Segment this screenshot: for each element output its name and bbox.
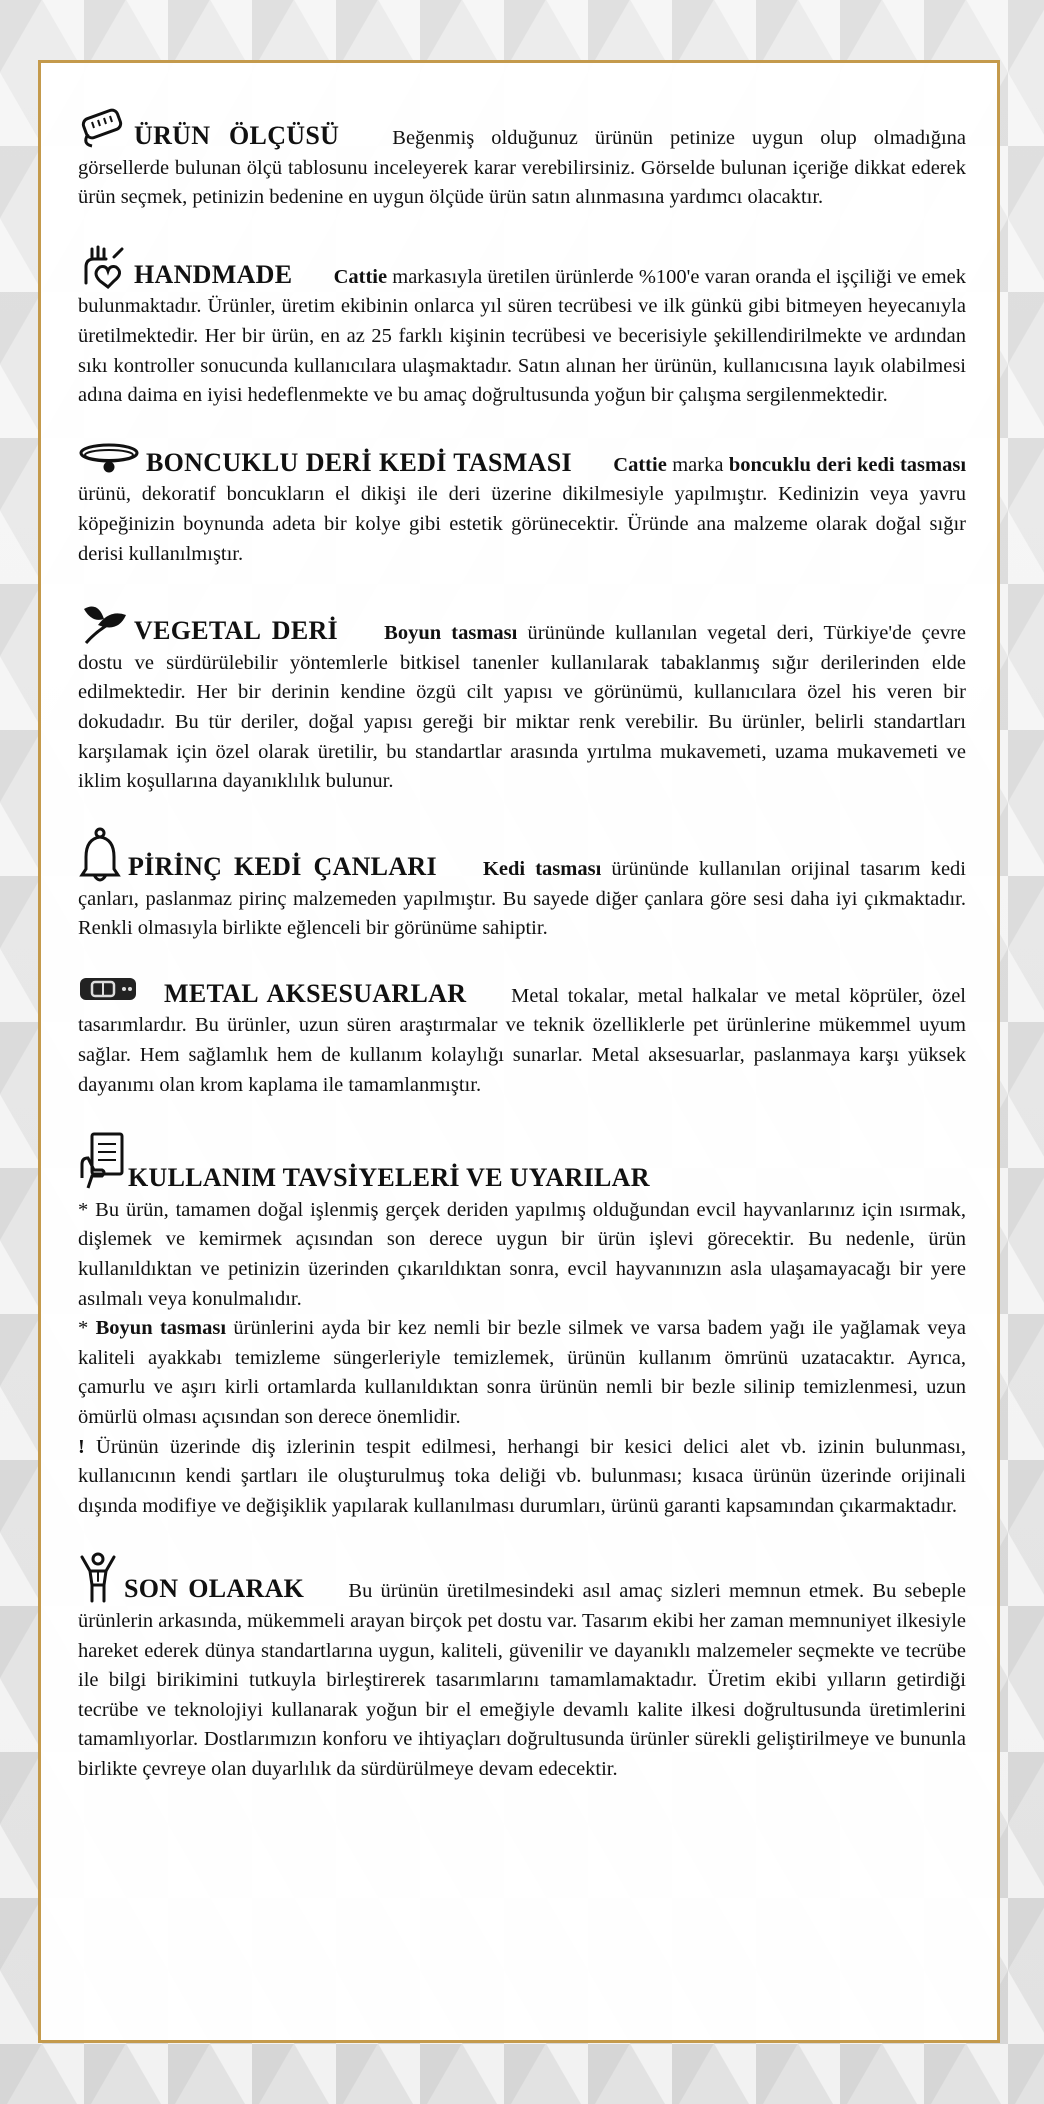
text-beaded-collar-a: marka [672,453,724,476]
text-handmade: markasıyla üretilen ürünlerde %100'e varan oranda el işçiliği ve emek bulunmaktadır. Ürünler, üretim ekibinin onlarca yıl süren tecrübesi ve ilk günkü gibi bitmeyen heyecanıyla üretilmektedir. Her bir ürün, en az 25 farklı kişinin tecrübesi ve becerisiyle şekillendirilmekte ve ardından sıkı kontroller sonucunda kullanıcılara ulaşmaktadır. Satın alınan her ürünün, kullanıcısına layık olabilmesi adına daima en iyisi hedeflenmekte ve bu amaç doğrultusunda yoğun bir çalışma sergilenmektedir. [78,265,967,407]
section-vegetal-leather [78,599,966,797]
heading-handmade: HANDMADE [134,259,293,289]
tape-measure-icon [78,104,128,150]
leaf-icon [78,599,128,645]
text-vegetal-leather: ürününde kullanılan vegetal deri, Türkiye'de çevre dostu ve sürdürülebilir yöntemlerle bitkisel tanenler kullanılarak tabaklanmış sığır derilerinden elde edilmektedir. Her bir derinin kendine özgü cilt yapısı ve görünümü, kullanıcılara özel his veren bir dokudadır. Bu tür deriler, doğal yapısı gereği bir miktar renk verebilir. Bu ürünler, belirli standartları karşılamak için özel olarak üretilir, bu standartlar arasında yırtılma mukavemeti, uzama mukavemeti ve iklim koşullarına dayanıklılık bulunur. [78,622,966,793]
section-product-size [78,104,966,213]
warning-star: * [78,1317,89,1340]
text-product-size: Beğenmiş olduğunuz ürünün petinize uygun olup olmadığına görsellerde bulunan ölçü tablosunu inceleyerek karar verebilirsiniz. Görselde bulunan içeriğe dikkat ederek ürün seçmek, petinizin bedenine en uygun ölçüde ürün satın alınmasına yardımcı olacaktır. [78,127,967,209]
heading-vegetal-leather: VEGETAL DERİ [134,616,338,646]
product-name: boncuklu deri kedi tasması [728,453,967,476]
text-conclusion: Bu ürünün üretilmesindeki asıl amaç sizleri memnun etmek. Bu sebeple ürünlerin arkasında, mükemmeli arayan birçok pet dostu var. Tasarım ekibi her zaman memnuniyet ilkesiyle hareket ederek dünya standartlarına uygun, kaliteli, güvenilir ve dayanıklı malzemeler seçmekte ve tecrübe ile bilgi birikimini tutkuyla birleştirerek tasarımlarını tamamlamaktadır. Üretim ekibi yılların getirdiği tecrübe ve teknolojiyi kullanarak yoğun bir el emeğiyle devamlı kalite ilkesi doğrultusunda üretimlerini tamamlıyorlar. Dostlarımızın konforu ve ihtiyaçları doğrultusunda ürünler sürekli geliştirilmeye ve bununla birlikte çevreye olan duyarlılık da sürdürülmeye devam edecektir. [78,1580,967,1780]
person-icon [78,1551,118,1603]
section-usage-warnings [78,1130,966,1521]
product-name: Kedi tasması [482,857,602,880]
section-brass-bells [78,827,966,944]
text-beaded-collar-b: ürünü, dekoratif boncukların el dikişi ile deri üzerine dikilmesiyle yapılmıştır. Kedinizin veya yavru köpeğinizin boynunda adeta bir kolye gibi estetik görünecektir. Üründe ana malzeme olarak doğal sığır derisi kullanılmıştır. [78,483,966,565]
brand-name: Cattie [333,265,388,288]
document-hand-icon [78,1130,126,1194]
heading-metal-accessories: METAL AKSESUARLAR [164,978,467,1008]
warning-paragraph-1: * Bu ürün, tamamen doğal işlenmiş gerçek deriden yapılmış olduğundan evcil hayvanlarınız için ısırmak, dişlemek ve kemirmek açısından son derece uygun bir ürün işlevi görecektir. Bu nedenle, ürün kullanıldıktan ve petinizin üzerinden çıkarıldıktan sonra, evcil hayvanınızın asla ulaşamayacağı bir yere asılmalı veya konulmalıdır. [78,1198,966,1310]
section-metal-accessories [78,974,966,1100]
text-brass-bells: ürününde kullanılan orijinal tasarım kedi çanları, paslanmaz pirinç malzemeden yapılmıştır. Bu sayede diğer çanlara göre sesi daha iyi çıkmaktadır. Renkli olmasıyla birlikte eğlenceli bir görünüme sahiptir. [78,857,966,940]
bell-icon [78,827,122,885]
heading-usage-warnings: KULLANIM TAVSİYELERİ VE UYARILAR [128,1163,650,1193]
beaded-collar-icon [78,441,140,475]
info-content [78,104,966,1785]
heading-brass-bells: PİRİNÇ KEDİ ÇANLARI [128,851,437,881]
product-name: Boyun tasması [95,1317,227,1340]
section-beaded-collar [78,441,966,569]
section-handmade [78,243,966,411]
product-name: Boyun tasması [384,622,518,645]
warning-paragraph-2: ürünlerini ayda bir kez nemli bir bezle silmek ve varsa badem yağı ile yağlamak veya kaliteli ayakkabı temizleme süngerleriyle temizlemek, ürünün kullanım ömrünü uzatacaktır. Ayrıca, çamurlu ve aşırı kirli ortamlarda kullanıldıktan sonra ürünün nemli bir bezle silinip temizlenmesi, uzun ömürlü olması açısından son derece önemlidir. [78,1317,967,1428]
metal-buckle-icon [78,974,138,1004]
heading-beaded-collar: BONCUKLU DERİ KEDİ TASMASI [146,447,572,477]
warning-exclamation: ! [78,1435,85,1458]
text-metal-accessories: Metal tokalar, metal halkalar ve metal köprüler, özel tasarımlardır. Bu ürünler, uzun süren araştırmalar ve teknik özelliklerle pet ürünlerine mükemmel uyum sağlar. Hem sağlamlık hem de kullanım kolaylığı sunarlar. Metal aksesuarlar, paslanmaya karşı yüksek dayanımı olan krom kaplama ile tamamlanmıştır. [78,984,966,1096]
heading-product-size: ÜRÜN ÖLÇÜSÜ [134,121,340,150]
section-conclusion [78,1551,966,1784]
heading-conclusion: SON OLARAK [124,1574,305,1604]
brand-name: Cattie [613,453,667,476]
handmade-hands-icon [78,243,128,289]
warning-paragraph-3: Ürünün üzerinde diş izlerinin tespit edilmesi, herhangi bir kesici delici alet vb. izinin bulunması, kullanıcının kendi şartları ile oluşturulmuş toka deliği vb. bulunması; kısaca ürünün üzerinde orijinali dışında modifiye ve değişiklik yapılarak kullanılması durumları, ürünü garanti kapsamından çıkarmaktadır. [78,1435,967,1517]
